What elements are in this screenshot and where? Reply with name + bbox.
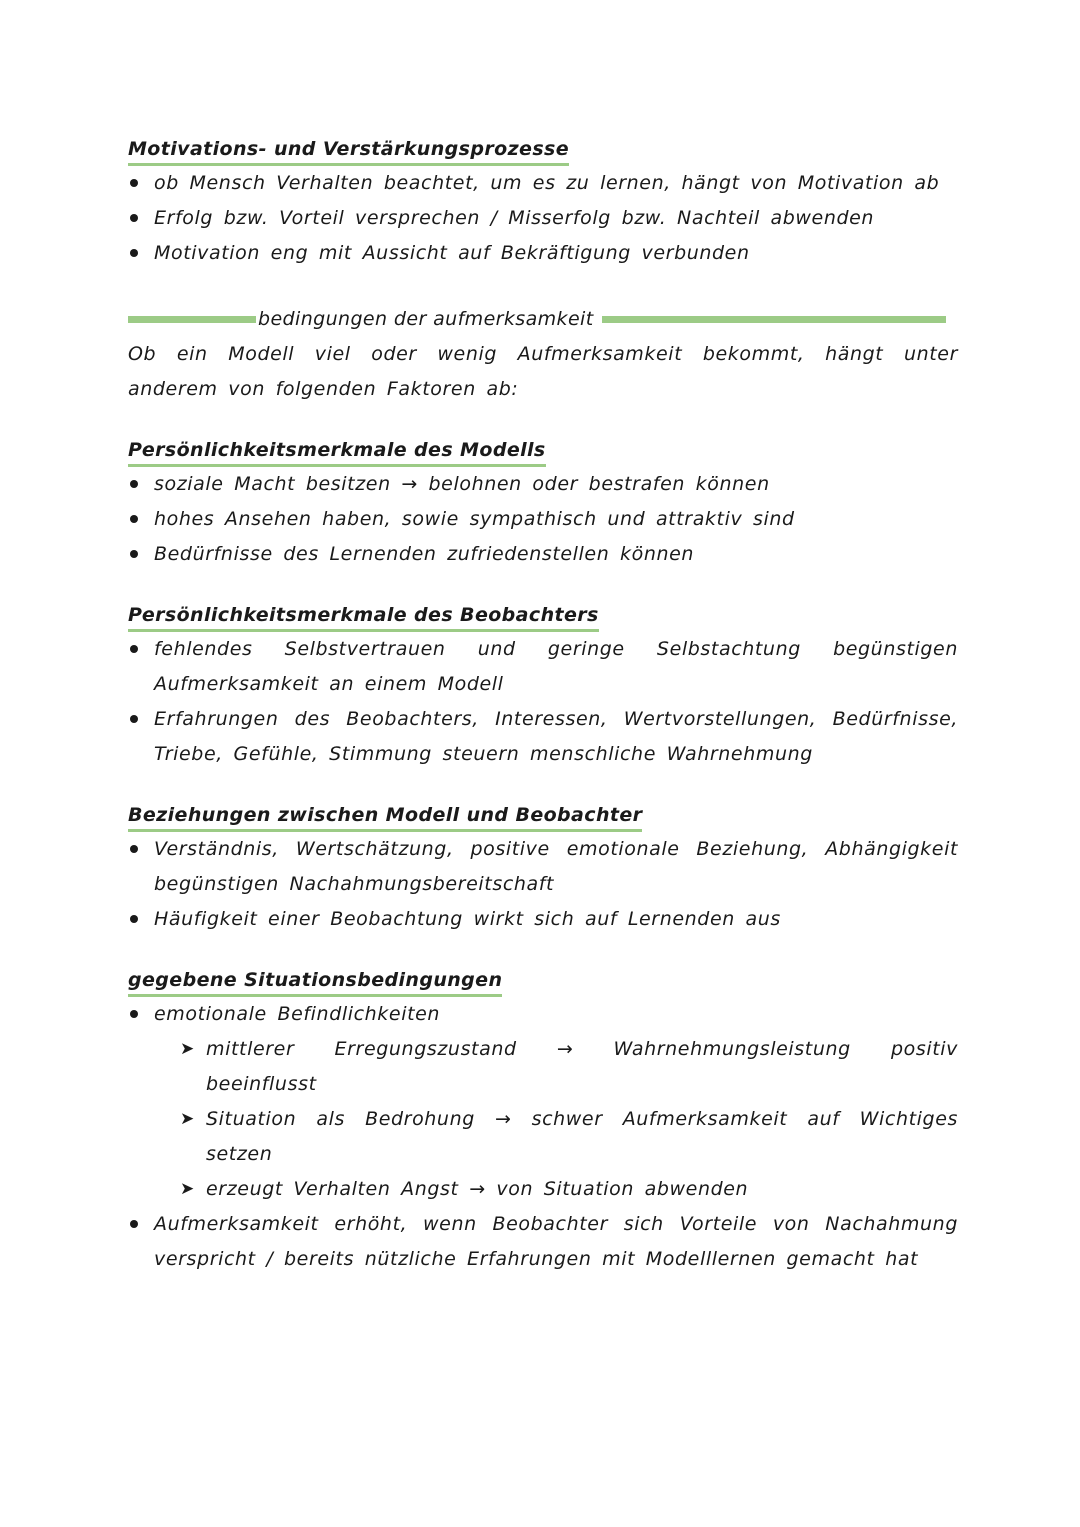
section-motivation (128, 136, 958, 271)
bullet-list (128, 832, 958, 937)
bullet-item: Aufmerksamkeit erhöht, wenn Beobachter sich Vorteile von Nachahmung verspricht / bereits nützliche Erfahrungen mit Modelllernen gemacht hat (128, 1207, 958, 1277)
section-beobachter-merkmale (128, 602, 958, 772)
bullet-list (128, 632, 958, 772)
bullet-item: Erfahrungen des Beobachters, Interessen, Wertvorstellungen, Bedürfnisse, Triebe, Gefühle, Stimmung steuern menschliche Wahrnehmung (128, 702, 958, 772)
chapter-title-rule (128, 305, 948, 333)
arrowhead-icon: ➤ (180, 1109, 195, 1129)
bullet-list (128, 997, 958, 1277)
section-heading: gegebene Situationsbedingungen (128, 967, 502, 997)
bullet-item: Motivation eng mit Aussicht auf Bekräftigung verbunden (128, 236, 958, 271)
bullet-item: ob Mensch Verhalten beachtet, um es zu lernen, hängt von Motivation ab (128, 166, 958, 201)
document-content (128, 136, 958, 1277)
section-modell-merkmale (128, 437, 958, 572)
bullet-item-text: emotionale Befindlichkeiten (154, 1003, 441, 1025)
bullet-item: hohes Ansehen haben, sowie sympathisch und attraktiv sind (128, 502, 958, 537)
section-situationsbedingungen (128, 967, 958, 1277)
section-heading: Persönlichkeitsmerkmale des Beobachters (128, 602, 599, 632)
bullet-item: soziale Macht besitzen → belohnen oder bestrafen können (128, 467, 958, 502)
sub-bullet-item (180, 1102, 958, 1172)
bullet-item: Bedürfnisse des Lernenden zufriedenstellen können (128, 537, 958, 572)
title-rule-left (128, 316, 256, 323)
section-beziehungen (128, 802, 958, 937)
sub-bullet-list (154, 1032, 958, 1207)
sub-bullet-text: Situation als Bedrohung → schwer Aufmerksamkeit auf Wichtiges setzen (206, 1108, 958, 1165)
sub-bullet-item (180, 1032, 958, 1102)
bullet-item: Verständnis, Wertschätzung, positive emotionale Beziehung, Abhängigkeit begünstigen Nachahmungsbereitschaft (128, 832, 958, 902)
title-rule-right (602, 316, 946, 323)
section-heading: Beziehungen zwischen Modell und Beobachter (128, 802, 642, 832)
chapter-title: bedingungen der aufmerksamkeit (258, 308, 594, 330)
sub-bullet-text: erzeugt Verhalten Angst → von Situation abwenden (206, 1178, 749, 1200)
bullet-item: Häufigkeit einer Beobachtung wirkt sich auf Lernenden aus (128, 902, 958, 937)
section-heading: Motivations- und Verstärkungsprozesse (128, 136, 569, 166)
bullet-item: fehlendes Selbstvertrauen und geringe Selbstachtung begünstigen Aufmerksamkeit an einem Modell (128, 632, 958, 702)
arrowhead-icon: ➤ (180, 1179, 195, 1199)
chapter-intro: Ob ein Modell viel oder wenig Aufmerksamkeit bekommt, hängt unter anderem von folgenden Faktoren ab: (128, 343, 958, 400)
arrowhead-icon: ➤ (180, 1039, 195, 1059)
bullet-list (128, 467, 958, 572)
bullet-item (128, 997, 958, 1207)
bullet-list (128, 166, 958, 271)
sub-bullet-text: mittlerer Erregungszustand → Wahrnehmungsleistung positiv beeinflusst (206, 1038, 958, 1095)
bullet-item: Erfolg bzw. Vorteil versprechen / Misserfolg bzw. Nachteil abwenden (128, 201, 958, 236)
sub-bullet-item (180, 1172, 958, 1207)
section-heading: Persönlichkeitsmerkmale des Modells (128, 437, 546, 467)
